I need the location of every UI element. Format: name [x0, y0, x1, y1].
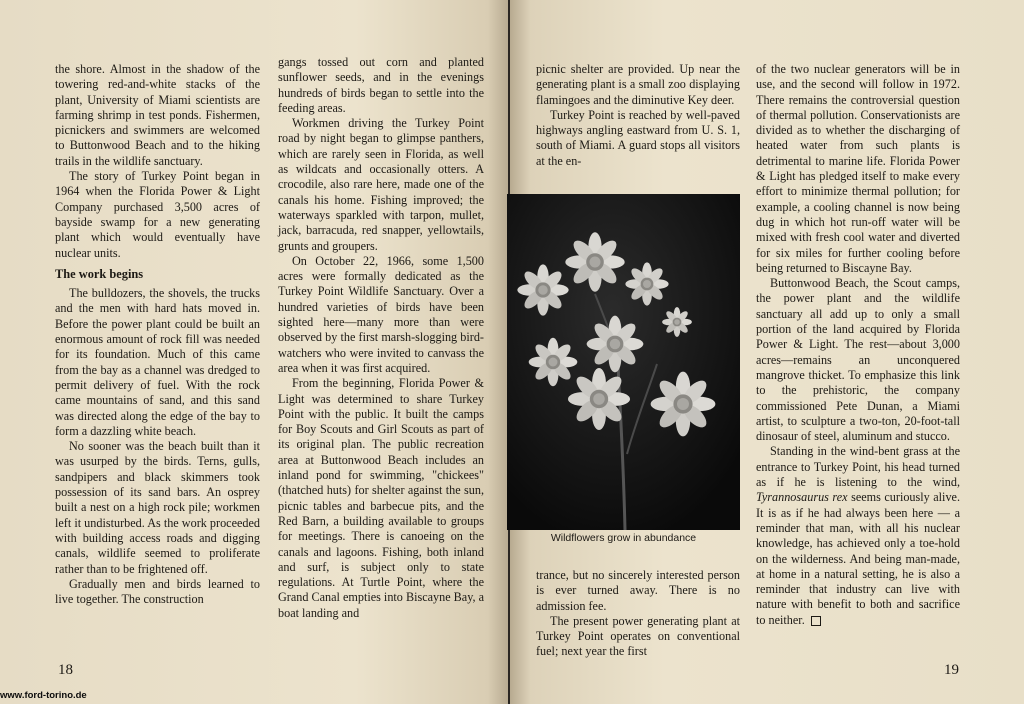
- section-heading: The work begins: [55, 266, 144, 281]
- right-column-1-bottom: [536, 568, 740, 660]
- wildflowers-image: [507, 194, 740, 530]
- text-run: seems curiously alive. It is as if he had always been here — a reminder that man, with all his nuclear knowledge, has achieved only a toe-hold on the wilderness. And being man-made, at home in a natural setting, he is also a reminder that industry can live with nature with benefit to both and sacrifice to neither.: [756, 490, 960, 627]
- paragraph: No sooner was the beach built than it was usurped by the birds. Terns, gulls, sandpipers and black skimmers took possession of its sand bars. An osprey built a nest on a high rock pile; workmen left it undisturbed. As the work proceeded with building access roads and digging canals, wildlife seemed to proliferate rather than to be frightened off.: [55, 439, 260, 576]
- right-column-1-top: [536, 62, 740, 169]
- page-number: 18: [58, 662, 73, 678]
- paragraph: [756, 444, 960, 628]
- left-column-1: [55, 62, 260, 607]
- left-page: [0, 0, 508, 704]
- end-of-article-mark: [811, 616, 821, 626]
- paragraph: From the beginning, Florida Power & Light was determined to share Turkey Point with the public. It built the camps for Boy Scouts and Girl Scouts as part of its original plan. The public recreation area at Buttonwood Beach includes an inland pond for swimming, "chickees" (thatched huts) for shelter against the sun, picnic tables and barbecue pits, and the Red Barn, a building available to groups for meetings. There is canoeing on the canals and lagoons. Fishing, both inland and surf, is subject only to state regulations. At Turtle Point, where the Grand Canal empties into Biscayne Bay, a boat landing and: [278, 376, 485, 620]
- paragraph: Turkey Point is reached by well-paved highways angling eastward from U. S. 1, south of Miami. A guard stops all visitors at the en-: [536, 107, 740, 168]
- wildflowers-photo: [507, 194, 740, 530]
- paragraph: The bulldozers, the shovels, the trucks and the men with hard hats moved in. Before the power plant could be built an enormous amount of rock fill was needed for its foundation. Much of this came from the bay as a channel was dredged to permit delivery of fuel. With the rock came mountains of sand, and this sand was directed along the edge of the bay to form a dazzling white beach.: [55, 286, 260, 438]
- paragraph: of the two nuclear generators will be in use, and the second will follow in 1972. There remains the controversial question of thermal pollution. Conservationists are divided as to whether the discharging of heated water from such plants is detrimental to marine life. Florida Power & Light has pledged itself to make every effort to minimize thermal pollution; for example, a cooling channel is now being dug in which hot run-off water will be mixed with fresh cool water and diverted for six miles for further cooling before being returned to Biscayne Bay.: [756, 62, 960, 275]
- photo-caption: Wildflowers grow in abundance: [550, 532, 697, 544]
- paragraph: trance, but no sincerely interested person is ever turned away. There is no admission fee.: [536, 568, 740, 613]
- paragraph: Buttonwood Beach, the Scout camps, the power plant and the wildlife sanctuary all add up to only a small portion of the land acquired by Florida Power & Light. The rest—about 3,000 acres—remains an unconquered mangrove thicket. To emphasize this link to the prehistoric, the company commissioned Pete Dunan, a Miami artist, to sculpture a two-ton, 20-foot-tall dinosaur of steel, aluminum and stucco.: [756, 276, 960, 444]
- left-column-2: [278, 55, 484, 621]
- right-column-2: [756, 62, 960, 628]
- paragraph: gangs tossed out corn and planted sunflower seeds, and in the evenings hundreds of birds began to settle into the feeding areas.: [278, 55, 484, 115]
- page-number: 19: [944, 662, 959, 678]
- paragraph: picnic shelter are provided. Up near the generating plant is a small zoo displaying flamingoes and the diminutive Key deer.: [536, 62, 740, 107]
- watermark: www.ford-torino.de: [0, 690, 87, 701]
- text-run: Standing in the wind-bent grass at the entrance to Turkey Point, his head turned as if he is listening to the wind,: [756, 444, 960, 490]
- paragraph: Workmen driving the Turkey Point road by night began to glimpse panthers, which are rarely seen in Florida, as well as wildcats and occasionally otters. A crocodile, also rare here, made one of the canals his home. Fishing improved; the waterways sparkled with tarpon, mullet, jack, barracuda, red snapper, yellowtails, grunts and groupers.: [278, 116, 484, 253]
- paragraph: The story of Turkey Point began in 1964 when the Florida Power & Light Company purchased 3,500 acres of bayside swamp for a new generating plant which would eventually have nuclear units.: [55, 169, 260, 260]
- italic-species-name: Tyrannosaurus rex: [756, 490, 848, 505]
- paragraph: Gradually men and birds learned to live together. The construction: [55, 576, 260, 607]
- paragraph: the shore. Almost in the shadow of the towering red-and-white stacks of the plant, University of Miami scientists are farming shrimp in test ponds. Fishermen, picnickers and swimmers are welcomed to Buttonwood Beach and to the hiking trails in the wildlife sanctuary.: [55, 62, 260, 168]
- paragraph: The present power generating plant at Turkey Point operates on conventional fuel; next year the first: [536, 613, 740, 659]
- paragraph: On October 22, 1966, some 1,500 acres were formally dedicated as the Turkey Point Wildlife Sanctuary. Over a hundred varieties of birds have been sighted here—many more than were observed by the first marsh-slogging bird-watchers who were invited to canvass the area when it was first acquired.: [278, 253, 484, 375]
